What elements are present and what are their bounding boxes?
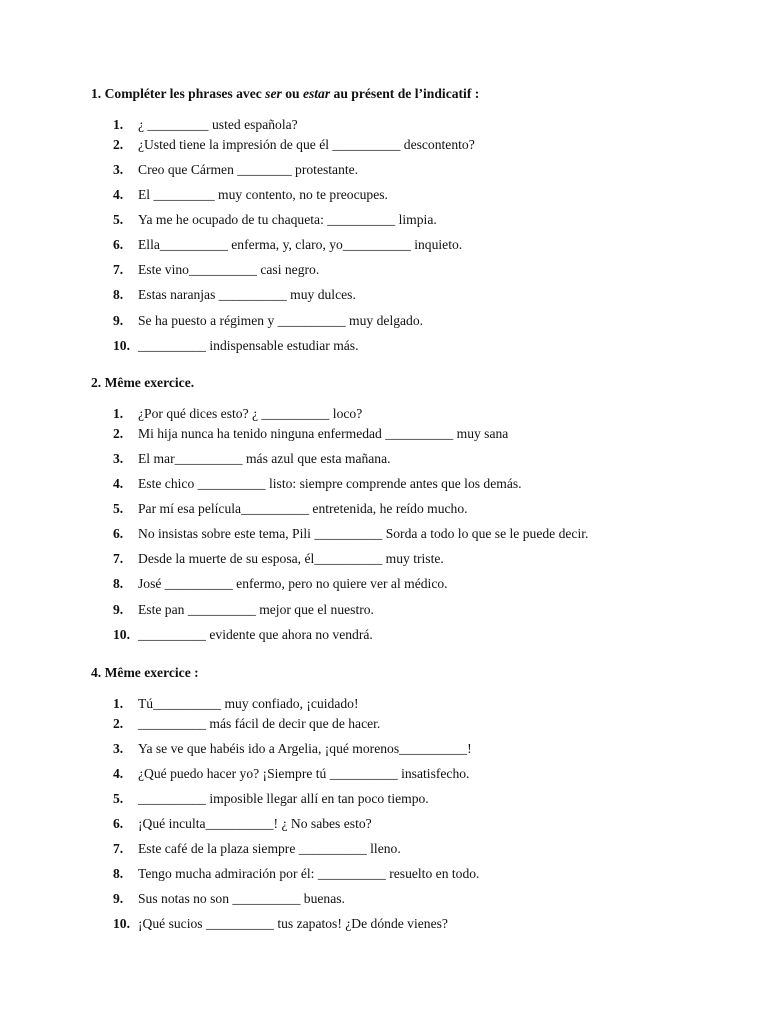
- s1-item-4: 4. El _________ muy contento, no te preocupes.: [113, 187, 388, 202]
- s4-item-7: 7. Este café de la plaza siempre __________ lleno.: [113, 841, 401, 856]
- s4-item-5: 5. __________ imposible llegar allí en tan poco tiempo.: [113, 791, 429, 806]
- s4-item-10: 10. ¡Qué sucios __________ tus zapatos! ¿De dónde vienes?: [113, 916, 448, 931]
- s1-item-9: 9. Se ha puesto a régimen y __________ muy delgado.: [113, 313, 424, 328]
- s1-item-1: 1. ¿ _________ usted española?: [113, 117, 298, 132]
- s4-item-3: 3. Ya se ve que habéis ido a Argelia, ¡qué morenos__________!: [113, 741, 472, 756]
- s4-item-6: 6. ¡Qué inculta__________! ¿ No sabes esto?: [113, 816, 372, 831]
- section-1-title-ser: ser: [265, 86, 282, 101]
- s1-item-2: 2. ¿Usted tiene la impresión de que él __________ descontento?: [113, 137, 475, 152]
- s2-item-3: 3. El mar__________ más azul que esta mañana.: [113, 451, 391, 466]
- s2-item-6: 6. No insistas sobre este tema, Pili __________ Sorda a todo lo que se le puede decir.: [113, 526, 589, 541]
- s2-item-8: 8. José __________ enfermo, pero no quiere ver al médico.: [113, 576, 448, 591]
- s4-item-1: 1. Tú__________ muy confiado, ¡cuidado!: [113, 696, 359, 711]
- s1-item-7: 7. Este vino__________ casi negro.: [113, 262, 320, 277]
- s1-item-5: 5. Ya me he ocupado de tu chaqueta: __________ limpia.: [113, 212, 437, 227]
- s1-item-10: 10. __________ indispensable estudiar más.: [113, 338, 359, 353]
- s4-item-2: 2. __________ más fácil de decir que de hacer.: [113, 716, 381, 731]
- s2-item-2: 2. Mi hija nunca ha tenido ninguna enfermedad __________ muy sana: [113, 426, 509, 441]
- s2-item-10: 10. __________ evidente que ahora no vendrá.: [113, 627, 373, 642]
- s2-item-7: 7. Desde la muerte de su esposa, él__________ muy triste.: [113, 551, 444, 566]
- s2-item-5: 5. Par mí esa película__________ entretenida, he reído mucho.: [113, 501, 468, 516]
- s4-item-4: 4. ¿Qué puedo hacer yo? ¡Siempre tú __________ insatisfecho.: [113, 766, 470, 781]
- s1-item-3: 3. Creo que Cármen ________ protestante.: [113, 162, 359, 177]
- s2-item-9: 9. Este pan __________ mejor que el nuestro.: [113, 602, 374, 617]
- s4-item-9: 9. Sus notas no son __________ buenas.: [113, 891, 345, 906]
- s2-item-1: 1. ¿Por qué dices esto? ¿ __________ loco?: [113, 406, 363, 421]
- section-2-title: 2. Même exercice.: [91, 375, 195, 390]
- section-1-title-estar: estar: [302, 86, 331, 101]
- s1-item-8: 8. Estas naranjas __________ muy dulces.: [113, 287, 356, 302]
- s2-item-4: 4. Este chico __________ listo: siempre comprende antes que los demás.: [113, 476, 522, 491]
- section-1-title: 1. Compléter les phrases avec ser ou estar au présent de l’indicatif :: [91, 86, 480, 101]
- section-4-title: 4. Même exercice :: [91, 665, 199, 680]
- s1-item-6: 6. Ella__________ enferma, y, claro, yo__________ inquieto.: [113, 237, 463, 252]
- s4-item-8: 8. Tengo mucha admiración por él: __________ resuelto en todo.: [113, 866, 480, 881]
